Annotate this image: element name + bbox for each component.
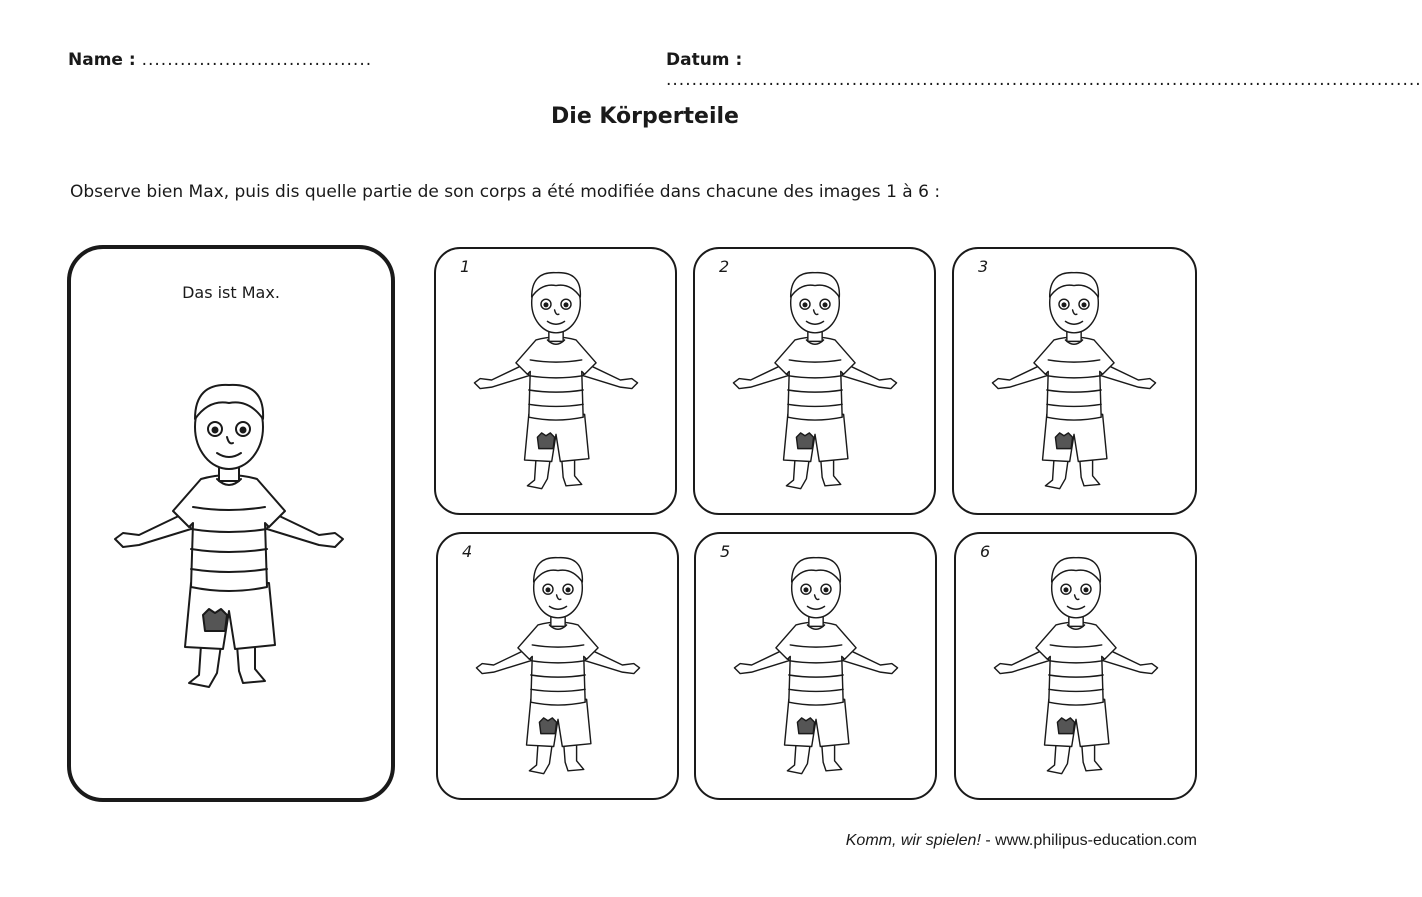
card-number: 6: [980, 542, 991, 561]
boy-illustration: [978, 552, 1174, 788]
name-label: Name :: [68, 50, 136, 70]
card-4: [436, 532, 679, 800]
boy-illustration: [99, 377, 359, 707]
boy-illustration: [976, 267, 1172, 503]
boy-illustration: [717, 267, 913, 503]
page-title: Die Körperteile: [551, 104, 739, 129]
card-2: [693, 247, 936, 515]
main-card-caption: Das ist Max.: [182, 283, 280, 302]
main-card: [67, 245, 395, 802]
card-3: [952, 247, 1197, 515]
card-6: [954, 532, 1197, 800]
boy-illustration: [718, 552, 914, 788]
date-line: ......................................................................................................................: [666, 70, 1422, 90]
card-5: [694, 532, 937, 800]
card-number: 5: [720, 542, 731, 561]
footer-slogan: Komm, wir spielen!: [845, 832, 981, 849]
footer: [846, 832, 1197, 850]
boy-illustration: [460, 552, 656, 788]
card-number: 2: [719, 257, 730, 276]
date-field: [666, 50, 1422, 90]
card-number: 3: [978, 257, 989, 276]
name-line: ....................................: [141, 50, 373, 70]
boy-illustration: [458, 267, 654, 503]
name-field: [68, 50, 372, 70]
date-label: Datum :: [666, 50, 743, 70]
card-number: 1: [460, 257, 471, 276]
instruction-text: Observe bien Max, puis dis quelle partie de son corps a été modifiée dans chacune des images 1 à 6 :: [70, 182, 941, 202]
card-number: 4: [462, 542, 473, 561]
card-1: [434, 247, 677, 515]
footer-website: www.philipus-education.com: [995, 832, 1197, 849]
footer-separator: -: [980, 832, 996, 849]
